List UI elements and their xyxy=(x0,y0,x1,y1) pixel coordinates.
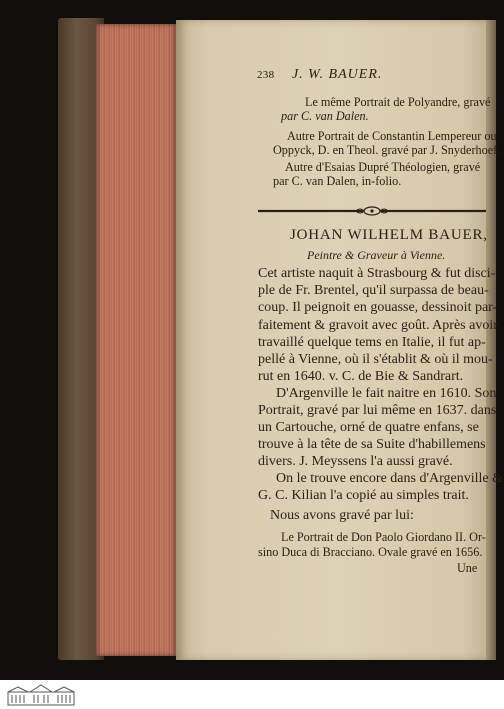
running-head-title: J. W. BAUER. xyxy=(291,67,383,82)
portrait-line: Le Portrait de Don Paolo Giordano II. Or- xyxy=(281,530,486,544)
library-building-icon xyxy=(6,683,76,707)
running-head xyxy=(257,66,382,83)
found-line: On le trouve encore dans d'Argenville & xyxy=(276,471,503,486)
bio-line: faitement & gravoit avec goût. Après avoir xyxy=(258,318,498,333)
argenville-line: un Cartouche, orné de quatre enfans, se xyxy=(258,420,479,435)
catchword: Une xyxy=(457,561,478,575)
portrait-line: sino Duca di Bracciano. Ovale gravé en 1656. xyxy=(258,545,483,559)
bio-line: ple de Fr. Brentel, qu'il surpassa de beau- xyxy=(258,283,489,298)
text-line: Le même Portrait de Polyandre, gravé xyxy=(305,95,491,109)
text-line: par C. van Dalen, in-folio. xyxy=(273,174,402,188)
argenville-line: trouve à la tête de sa Suite d'habillemens xyxy=(258,437,486,452)
argenville-line: Portrait, gravé par lui même en 1637. dans xyxy=(258,403,497,418)
argenville-line: D'Argenville le fait naitre en 1610. Son xyxy=(276,386,497,401)
bio-line: Cet artiste naquit à Strasbourg & fut disci- xyxy=(258,266,496,281)
artist-role: Peintre & Graveur à Vienne. xyxy=(307,248,446,262)
argenville-line: divers. J. Meyssens l'a aussi gravé. xyxy=(258,454,453,469)
bio-line: travaillé quelque tems en Italie, il fut ap- xyxy=(258,335,486,350)
page-number: 238 xyxy=(257,69,275,81)
bio-line: pellé à Vienne, où il s'établit & où il mou- xyxy=(258,352,493,367)
bio-line: rut en 1640. v. C. de Bie & Sandrart. xyxy=(258,369,464,384)
found-line: G. C. Kilian l'a copié au simples trait. xyxy=(258,488,469,503)
text-line: par C. van Dalen. xyxy=(281,109,369,123)
text-line: Autre Portrait de Constantin Lempereur ou xyxy=(287,129,497,143)
artist-heading: JOHAN WILHELM BAUER, xyxy=(290,227,488,243)
ornamental-rule xyxy=(258,206,486,216)
red-page-edges xyxy=(96,24,178,656)
engraved-intro: Nous avons gravé par lui: xyxy=(270,508,414,523)
text-line: Oppyck, D. en Theol. gravé par J. Snyderhoef. xyxy=(273,143,501,157)
facing-page-edge xyxy=(486,20,496,660)
text-line: Autre d'Esaias Dupré Théologien, gravé xyxy=(285,160,481,174)
bio-line: coup. Il peignoit en gouasse, dessinoit par- xyxy=(258,300,498,315)
